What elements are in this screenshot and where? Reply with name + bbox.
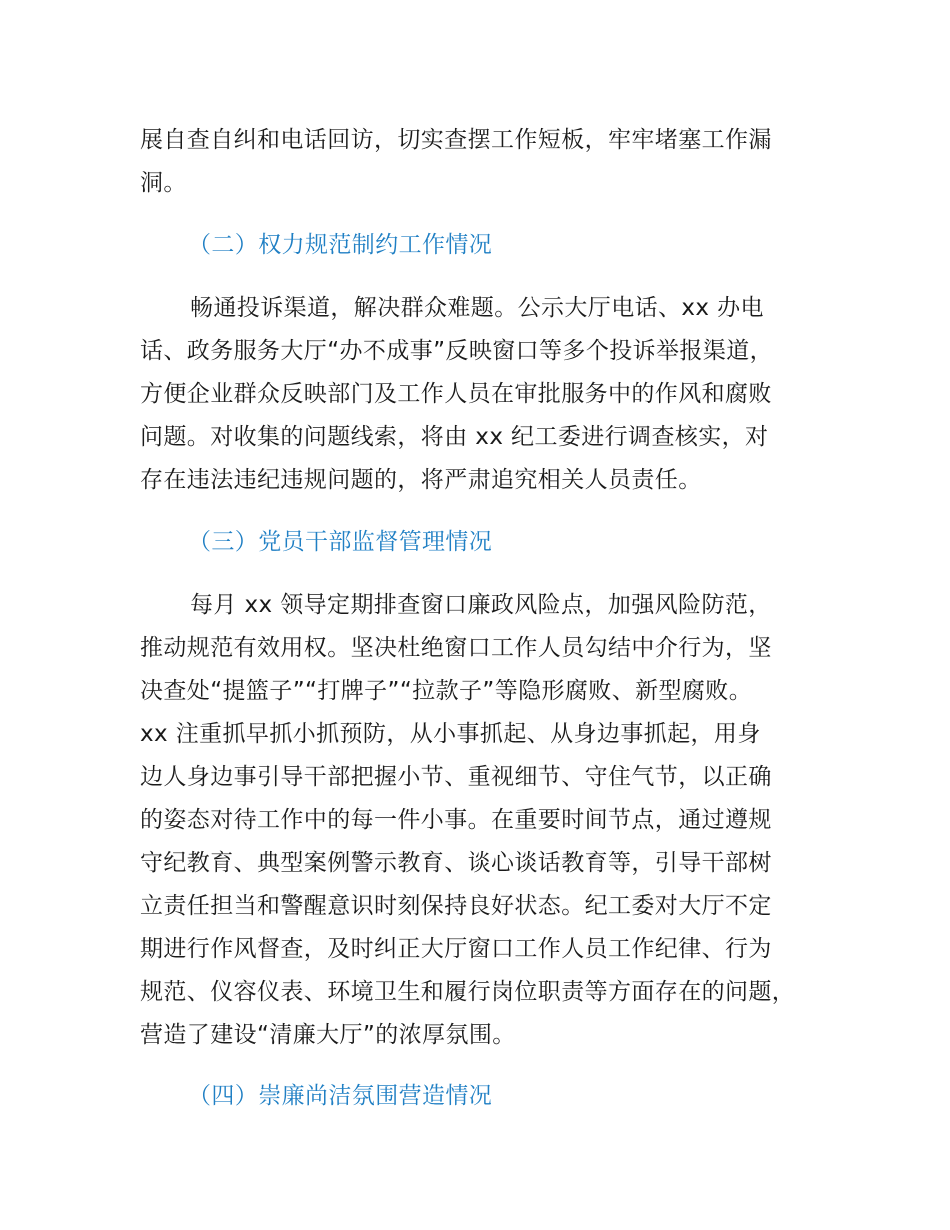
text-line: 话、政务服务大厅“办不成事”反映窗口等多个投诉举报渠道， — [140, 338, 774, 364]
text-line: 的姿态对待工作中的每一件小事。在重要时间节点，通过遵规 — [140, 807, 772, 833]
text-line: 存在违法违纪违规问题的，将严肃追究相关人员责任。 — [140, 467, 702, 493]
text-line: 推动规范有效用权。坚决杜绝窗口工作人员勾结中介行为，坚 — [140, 635, 772, 661]
text-line: 守纪教育、典型案例警示教育、谈心谈话教育等，引导干部树 — [140, 850, 772, 876]
text-line: 规范、仪容仪表、环境卫生和履行岗位职责等方面存在的问题， — [140, 979, 796, 1005]
text-line: 决查处“提篮子”“打牌子”“拉款子”等隐形腐败、新型腐败。 — [140, 678, 753, 704]
section-heading-3: （三）党员干部监督管理情况 — [188, 529, 493, 555]
text-line: 问题。对收集的问题线索，将由 xx 纪工委进行调查核实，对 — [140, 424, 769, 450]
section-heading-2: （二）权力规范制约工作情况 — [188, 232, 493, 258]
text-line: 立责任担当和警醒意识时刻保持良好状态。纪工委对大厅不定 — [140, 893, 772, 919]
text-line: 洞。 — [140, 170, 187, 196]
text-line: 畅通投诉渠道，解决群众难题。公示大厅电话、xx 办电 — [190, 295, 764, 321]
text-line: xx 注重抓早抓小抓预防，从小事抓起、从身边事抓起，用身 — [140, 721, 761, 747]
text-line: 边人身边事引导干部把握小节、重视细节、守住气节，以正确 — [140, 764, 772, 790]
text-line: 营造了建设“清廉大厅”的浓厚氛围。 — [140, 1022, 516, 1048]
text-line: 方便企业群众反映部门及工作人员在审批服务中的作风和腐败 — [140, 381, 772, 407]
text-line: 每月 xx 领导定期排查窗口廉政风险点，加强风险防范， — [190, 592, 772, 618]
text-line: 展自查自纠和电话回访，切实查摆工作短板，牢牢堵塞工作漏 — [140, 127, 772, 153]
section-heading-4: （四）崇廉尚洁氛围营造情况 — [188, 1083, 493, 1109]
text-line: 期进行作风督查，及时纠正大厅窗口工作人员工作纪律、行为 — [140, 936, 772, 962]
